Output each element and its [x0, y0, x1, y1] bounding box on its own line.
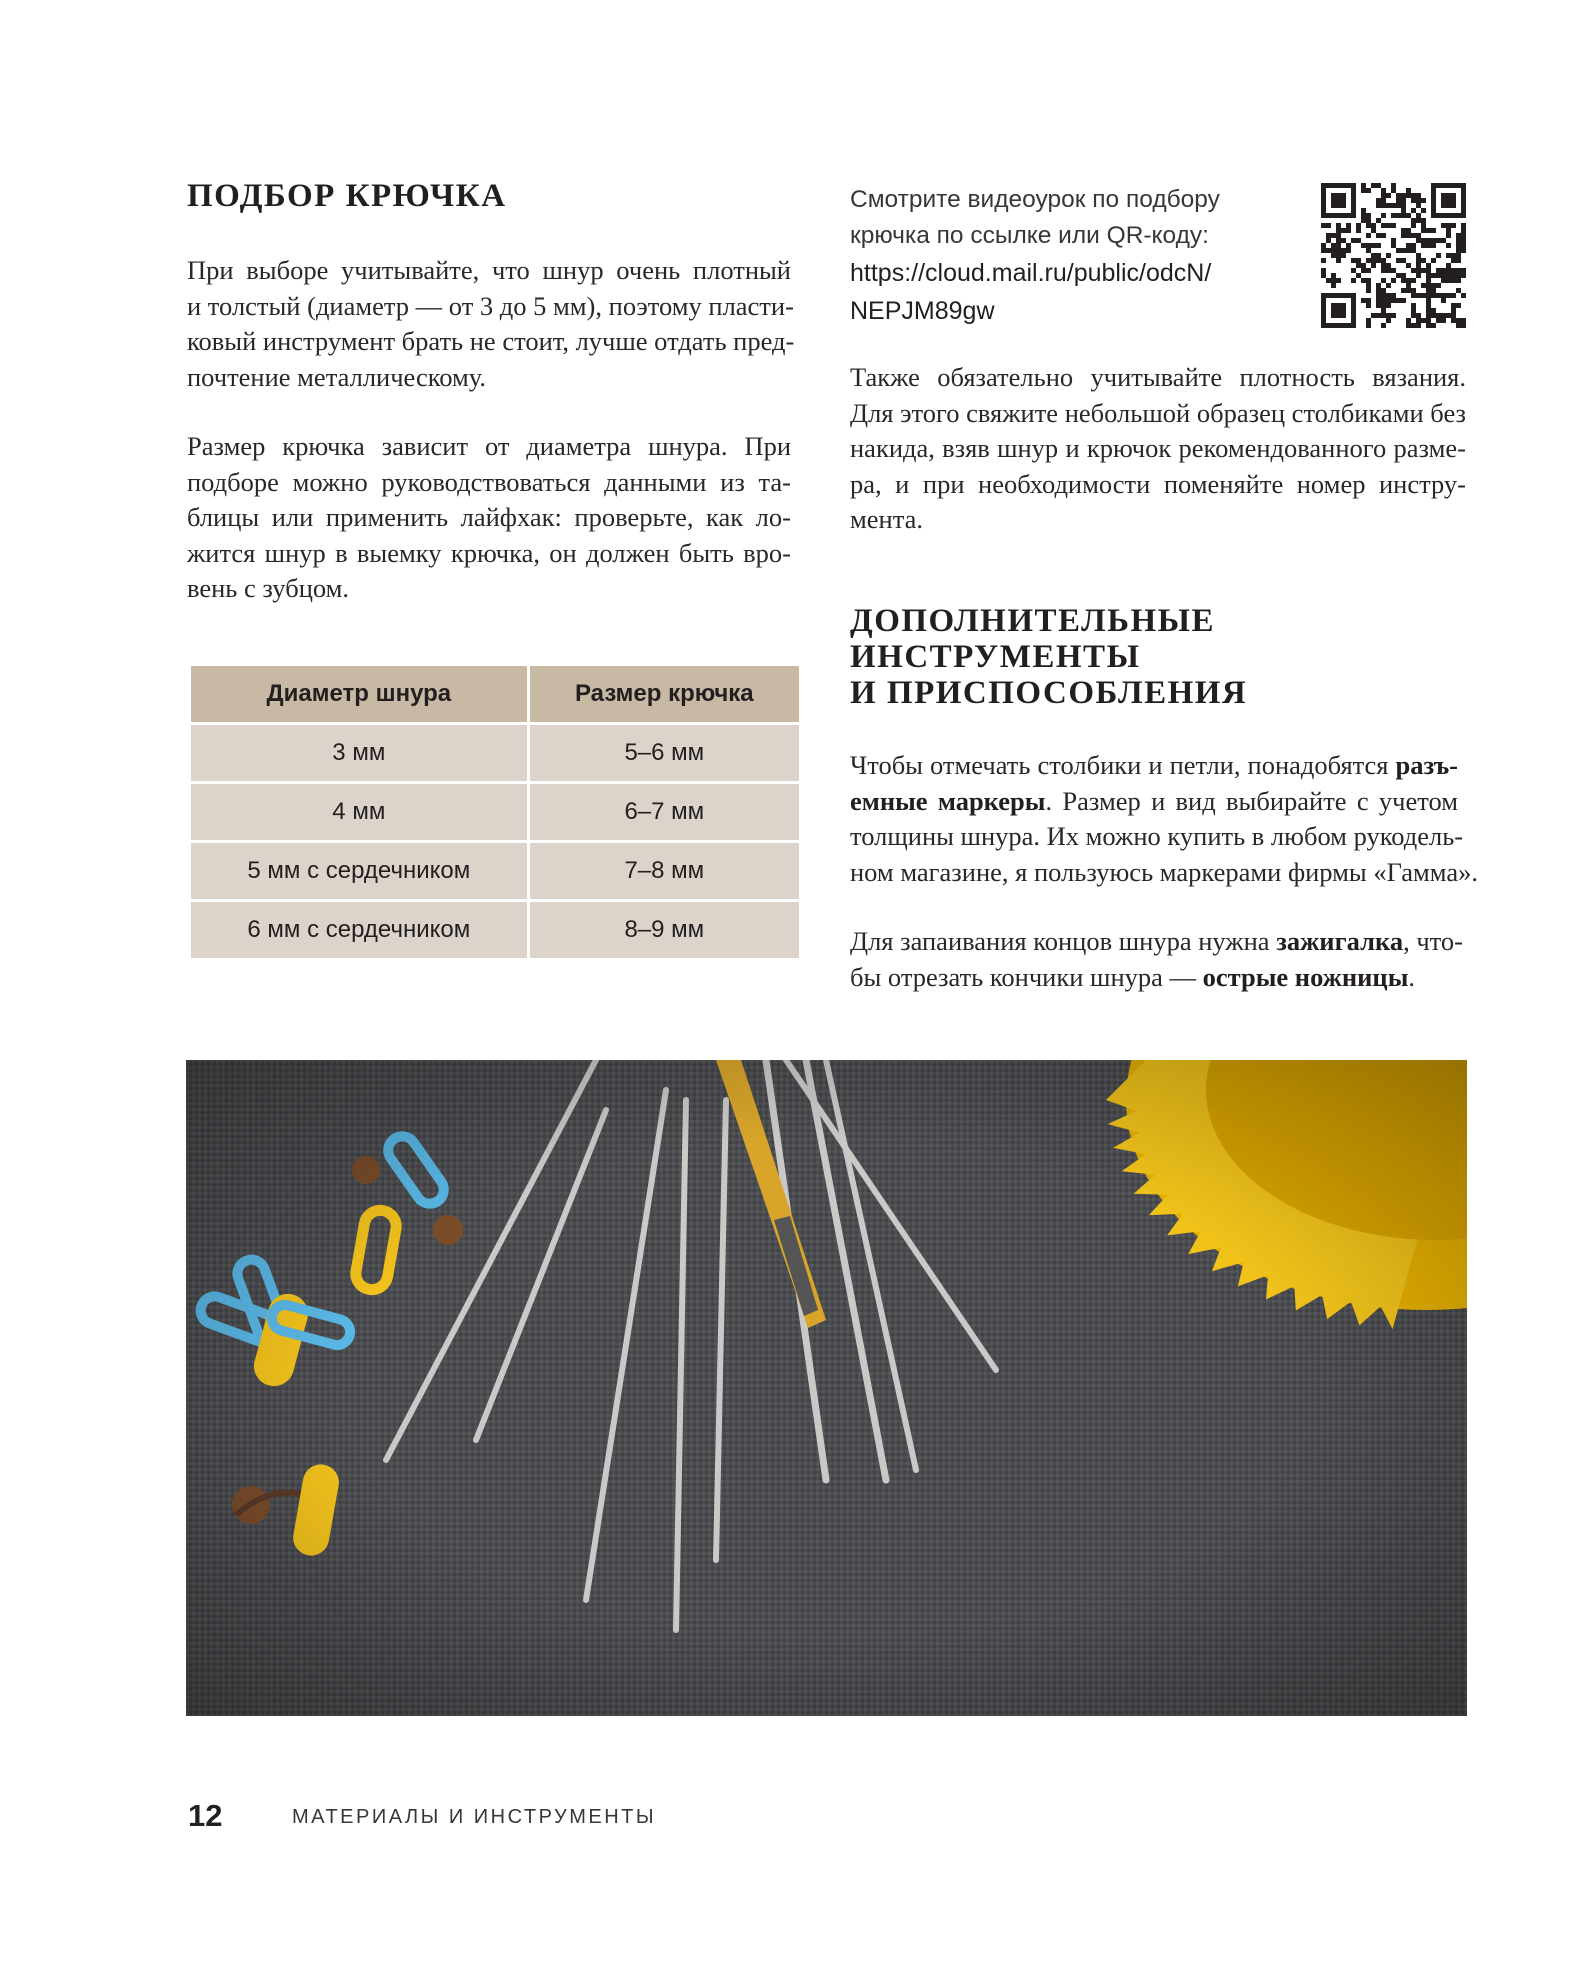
text-segment: блицы или применить лайфхак: проверьте, как ло- [187, 502, 791, 533]
text-segment: Также обязательно учитывайте плотность вязания. [850, 362, 1466, 392]
table-row [190, 842, 801, 901]
cord-diameter-cell: 5 мм с сердечником [190, 842, 529, 901]
text-line [850, 360, 1466, 396]
paragraph-lighter-scissors [850, 924, 1463, 995]
text-segment: , что- [1403, 926, 1463, 956]
bold-term: острые ножницы [1202, 961, 1409, 992]
title-line: ДОПОЛНИТЕЛЬНЫЕ [850, 603, 1216, 639]
text-segment: ном магазине, я пользуюсь маркерами фирмы «Гамма». [850, 856, 1479, 887]
text-segment: накида, взяв шнур и крючок рекомендованного разме- [850, 433, 1466, 464]
text-line [850, 784, 1458, 820]
text-segment: бы отрезать кончики шнура — [850, 961, 1203, 992]
paragraph-markers [850, 748, 1479, 890]
running-footer: МАТЕРИАЛЫ И ИНСТРУМЕНТЫ [292, 1806, 657, 1828]
text-segment: толщины шнура. Их можно купить в любом рукодель- [850, 821, 1464, 852]
text-line [187, 536, 791, 572]
text-line [187, 571, 791, 607]
text-line [187, 324, 795, 360]
text-line [850, 431, 1466, 467]
text-segment: жится шнур в выемку крючка, он должен быть вро- [187, 537, 791, 568]
text-segment: почтение металлическому. [187, 361, 487, 392]
hook-size-cell: 8–9 мм [528, 901, 800, 960]
text-line [850, 819, 1464, 855]
video-link-line[interactable]: NEPJM89gw [850, 297, 995, 325]
table-header-row [190, 665, 801, 724]
title-line: ИНСТРУМЕНТЫ [850, 639, 1141, 675]
column-header: Диаметр шнура [190, 665, 529, 724]
qr-code[interactable] [1321, 183, 1466, 328]
video-note [850, 182, 1220, 330]
hook-size-table [188, 663, 802, 961]
text-line [850, 924, 1463, 960]
video-note-line: Смотрите видеоурок по подбору [850, 186, 1220, 213]
cord-diameter-cell: 6 мм с сердечником [190, 901, 529, 960]
text-line [187, 360, 791, 396]
photo-crochet-hooks-and-markers [186, 1060, 1467, 1716]
text-line [850, 467, 1466, 503]
text-line [187, 253, 791, 289]
text-segment: мента. [850, 504, 924, 535]
text-line [850, 855, 1479, 891]
text-line [850, 396, 1466, 432]
text-line [850, 748, 1458, 784]
text-line [187, 289, 794, 325]
table-row [190, 724, 801, 783]
bold-term: емные маркеры [850, 785, 1046, 816]
cord-diameter-cell: 3 мм [190, 724, 529, 783]
text-line [187, 500, 791, 536]
hook-size-cell: 6–7 мм [528, 783, 800, 842]
text-segment: . Размер и вид выбирайте с учетом [1045, 785, 1458, 816]
cord-diameter-cell: 4 мм [190, 783, 529, 842]
text-segment: подборе можно руководствоваться данными из та- [187, 466, 791, 497]
text-segment: . [1408, 961, 1416, 992]
text-segment: ра, и при необходимости поменяйте номер инстру- [850, 468, 1466, 499]
paragraph-hook-material [187, 253, 795, 395]
table-row [190, 901, 801, 960]
text-line [187, 429, 791, 465]
text-line [850, 960, 1458, 996]
bold-term: зажигалка [1276, 926, 1404, 956]
text-segment: вень с зубцом. [187, 573, 350, 604]
paragraph-gauge [850, 360, 1466, 538]
video-note-line: крючка по ссылке или QR-коду: [850, 222, 1209, 249]
bold-term: разъ- [1395, 750, 1458, 780]
text-segment: При выборе учитывайте, что шнур очень плотный [187, 255, 791, 285]
text-segment: Размер крючка зависит от диаметра шнура. При [187, 431, 791, 461]
video-link-line[interactable]: https://cloud.mail.ru/public/odcN/ [850, 259, 1212, 287]
text-line [187, 465, 791, 501]
text-line [850, 502, 1466, 538]
text-segment: Для запаивания концов шнура нужна [850, 926, 1277, 956]
column-header: Размер крючка [528, 665, 800, 724]
section-title-additional-tools [850, 603, 1247, 711]
hook-size-cell: 7–8 мм [528, 842, 800, 901]
text-segment: Чтобы отмечать столбики и петли, понадобятся [850, 750, 1396, 780]
title-line: И ПРИСПОСОБЛЕНИЯ [850, 675, 1248, 711]
paragraph-hook-size [187, 429, 791, 607]
text-segment: ковый инструмент брать не стоит, лучше отдать пред- [187, 326, 795, 357]
text-segment: Для этого свяжите небольшой образец столбиками без [850, 397, 1466, 428]
text-segment: и толстый (диаметр — от 3 до 5 мм), поэтому пласти- [187, 290, 794, 321]
page-number: 12 [188, 1798, 223, 1833]
hook-size-cell: 5–6 мм [528, 724, 800, 783]
table-row [190, 783, 801, 842]
section-title: ПОДБОР КРЮЧКА [187, 178, 507, 214]
